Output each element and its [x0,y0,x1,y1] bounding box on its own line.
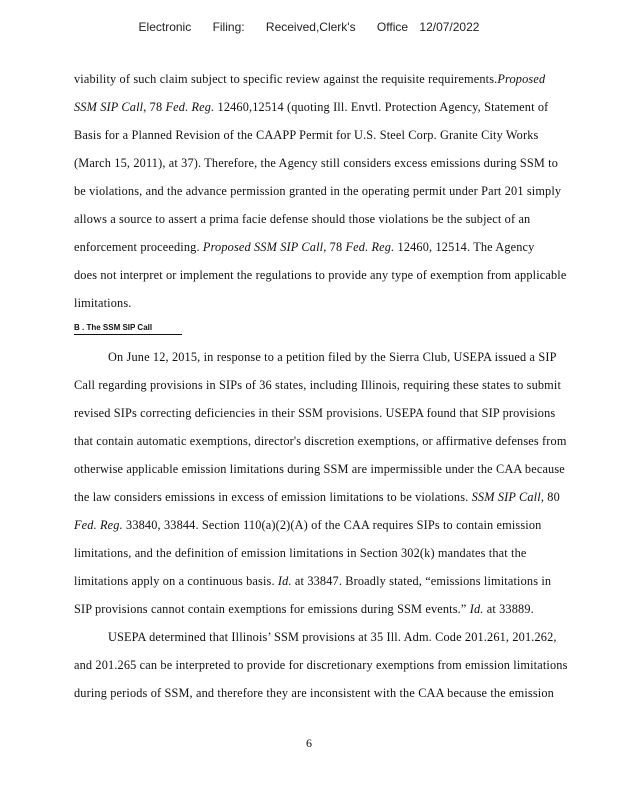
header-electronic: Electronic [138,20,192,34]
text-line: revised SIPs correcting deficiencies in their SSM provisions. USEPA found that SIP provisions [74,406,556,420]
text-line: be violations, and the advance permission granted in the operating permit under Part 201 simply [74,184,562,198]
text-line: SSM SIP Call, 78 Fed. Reg. 12460,12514 (quoting Ill. Envtl. Protection Agency, Statement of [74,100,549,114]
text-line: SIP provisions cannot contain exemptions for emissions during SSM events.” Id. at 33889. [74,602,534,616]
text-line: otherwise applicable emission limitations during SSM are impermissible under the CAA because [74,462,565,476]
header-filing: Filing: [212,20,245,34]
text-line: Basis for a Planned Revision of the CAAPP Permit for U.S. Steel Corp. Granite City Works [74,128,539,142]
text-line: (March 15, 2011), at 37). Therefore, the Agency still considers excess emissions during SSM to [74,156,559,170]
text-line: the law considers emissions in excess of emission limitations to be violations. SSM SIP Call, 80 [74,490,560,504]
page-number: 6 [306,736,312,750]
text-line: limitations, and the definition of emission limitations in Section 302(k) mandates that the [74,546,527,560]
text-line: that contain automatic exemptions, director's discretion exemptions, or affirmative defenses from [74,434,567,448]
text-line: limitations. [74,296,132,310]
text-line: Fed. Reg. 33840, 33844. Section 110(a)(2)(A) of the CAA requires SIPs to contain emission [74,518,542,532]
text-line: does not interpret or implement the regulations to provide any type of exemption from applicable [74,268,567,282]
text-line: and 201.265 can be interpreted to provide for discretionary exemptions from emission limitations [74,658,568,672]
text-line: USEPA determined that Illinois’ SSM provisions at 35 Ill. Adm. Code 201.261, 201.262, [108,630,557,644]
text-line: limitations apply on a continuous basis. Id. at 33847. Broadly stated, “emissions limitations in [74,574,552,588]
text-line: On June 12, 2015, in response to a petition filed by the Sierra Club, USEPA issued a SIP [108,350,557,364]
header-date: 12/07/2022 [419,20,480,34]
header-received: Received,Clerk's [265,20,356,34]
text-line: Call regarding provisions in SIPs of 36 states, including Illinois, requiring these states to submit [74,378,562,392]
text-line: during periods of SSM, and therefore they are inconsistent with the CAA because the emission [74,686,554,700]
filing-header [0,20,618,34]
text-line: allows a source to assert a prima facie defense should those violations be the subject of an [74,212,531,226]
text-line: viability of such claim subject to specific review against the requisite requirements.Proposed [74,72,546,86]
section-heading: B . The SSM SIP Call [74,323,182,335]
header-office: Office [376,20,409,34]
text-line: enforcement proceeding. Proposed SSM SIP Call, 78 Fed. Reg. 12460, 12514. The Agency [74,240,535,254]
